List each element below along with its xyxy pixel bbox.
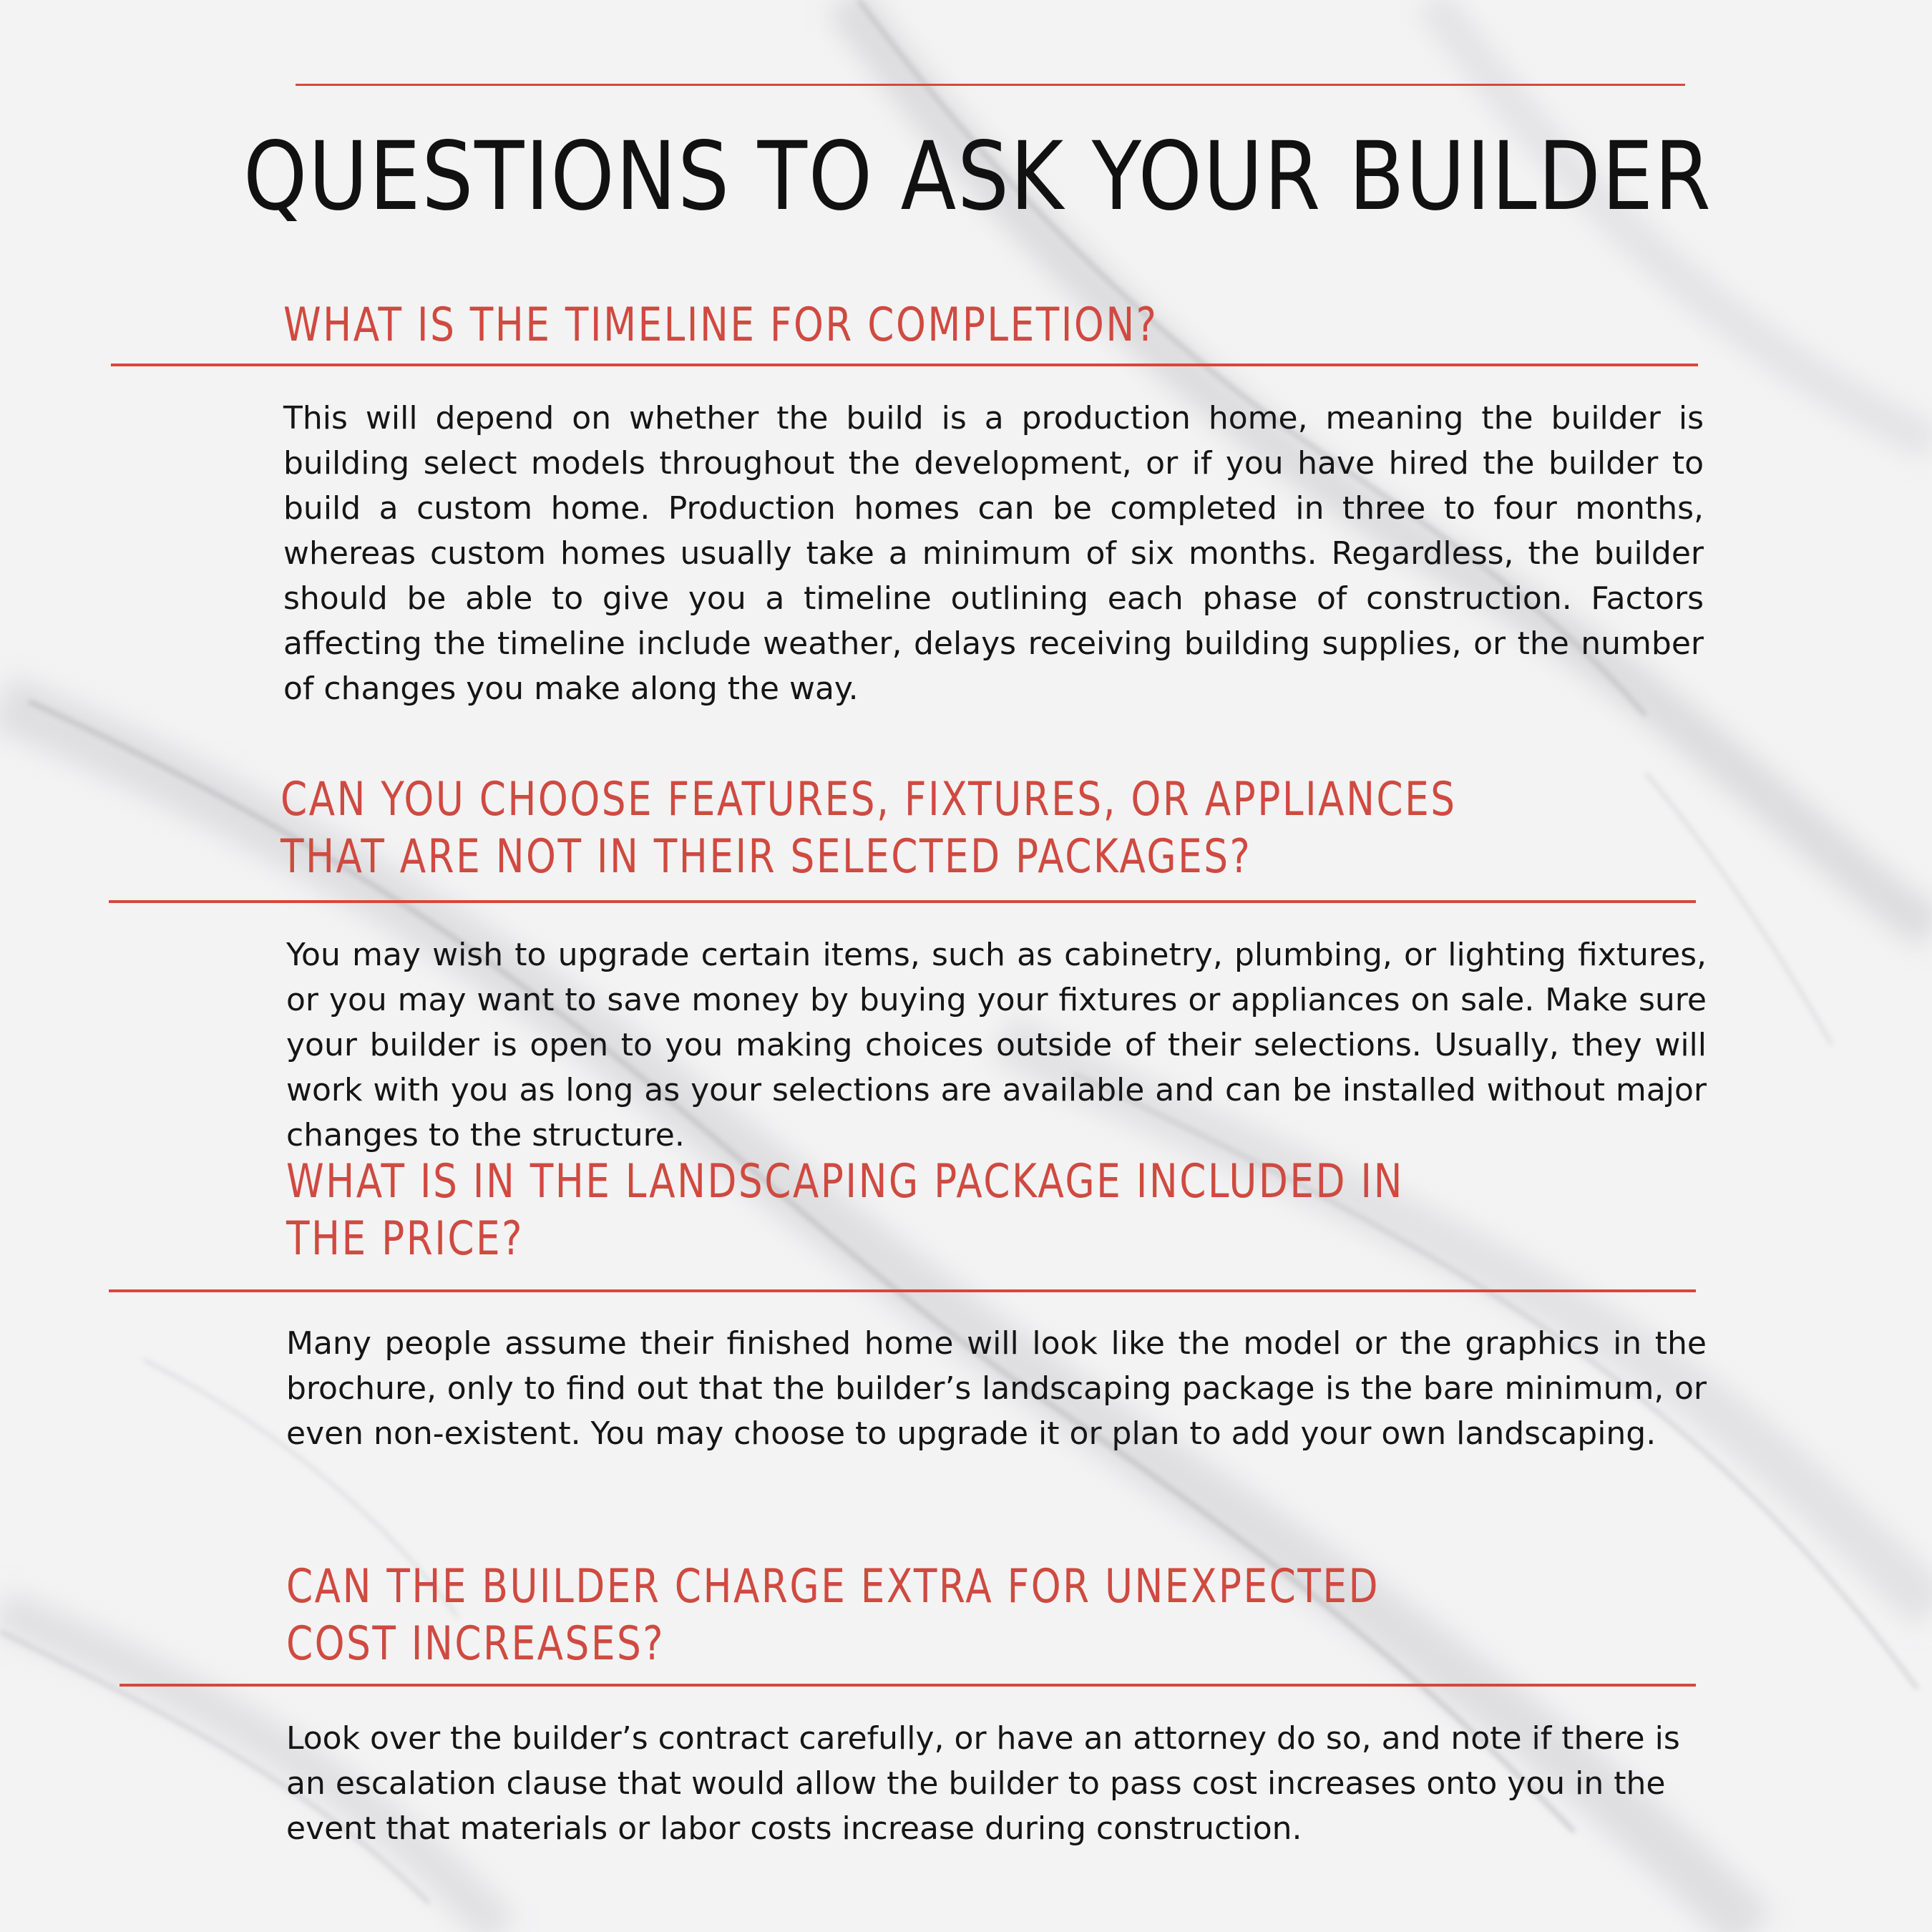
section-2-body: You may wish to upgrade certain items, such as cabinetry, plumbing, or lighting fixtures, or you may want to save money by buying your fixtures or appliances on sale. Make sure your builder is open to you making choices outside of their selections. Usually, they will work with you as long as your selections are available and can be installed without major changes to the structure.: [286, 937, 1707, 1153]
section-1-divider: [111, 364, 1698, 366]
section-3-body: Many people assume their finished home will look like the model or the graphics in the brochure, only to find out that the builder’s landscaping package is the bare minimum, or even non-existent. You may choose to upgrade it or plan to add your own landscaping.: [286, 1325, 1707, 1452]
section-1-heading-line-1: WHAT IS THE TIMELINE FOR COMPLETION?: [283, 298, 1158, 352]
section-2-heading-line-2: THAT ARE NOT IN THEIR SELECTED PACKAGES?: [280, 830, 1252, 884]
section-2-heading: [280, 771, 1457, 886]
section-4-body: Look over the builder’s contract carefully, or have an attorney do so, and note if there is an escalation clause that would allow the builder to pass cost increases onto you in the event that materials or labor costs increase during construction.: [286, 1720, 1680, 1847]
section-1-body: This will depend on whether the build is a production home, meaning the builder is building select models throughout the development, or if you have hired the builder to build a custom home. Production homes can be completed in three to four months, whereas custom homes usually take a minimum of six months. Regardless, the builder should be able to give you a timeline outlining each phase of construction. Factors affecting the timeline include weather, delays receiving building supplies, or the number of changes you make along the way.: [283, 400, 1704, 707]
section-4-heading-line-1: CAN THE BUILDER CHARGE EXTRA FOR UNEXPECTED: [286, 1560, 1380, 1614]
top-rule: [296, 84, 1685, 86]
section-4-divider: [119, 1684, 1696, 1687]
section-4-heading-line-2: COST INCREASES?: [286, 1617, 665, 1671]
section-3-heading-line-2: THE PRICE?: [286, 1212, 524, 1266]
page-title: QUESTIONS TO ASK YOUR BUILDER: [243, 122, 1712, 232]
section-1-heading: [283, 297, 1158, 354]
section-3-divider: [109, 1289, 1696, 1292]
section-4-heading: [286, 1558, 1380, 1673]
section-3-heading: [286, 1153, 1404, 1268]
section-2-heading-line-1: CAN YOU CHOOSE FEATURES, FIXTURES, OR APPLIANCES: [280, 773, 1457, 826]
section-2-divider: [109, 900, 1696, 903]
section-3-heading-line-1: WHAT IS IN THE LANDSCAPING PACKAGE INCLUDED IN: [286, 1155, 1404, 1209]
